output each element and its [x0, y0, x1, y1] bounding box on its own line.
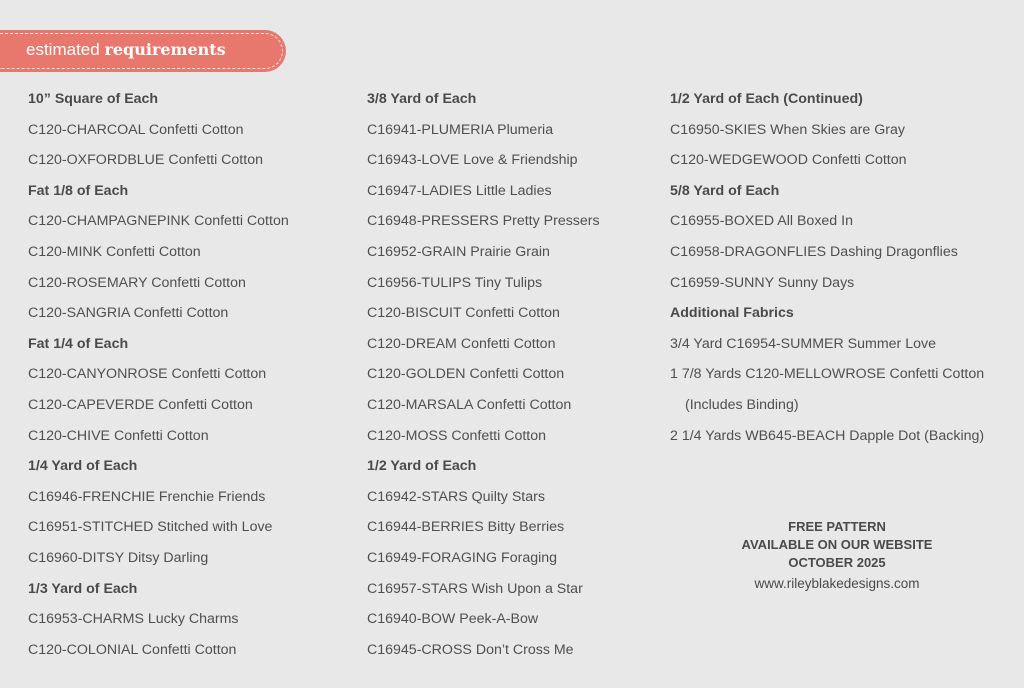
fabric-item: C120-OXFORDBLUE Confetti Cotton — [28, 152, 263, 169]
section-heading: Fat 1/8 of Each — [28, 182, 129, 199]
fabric-item: C120-CAPEVERDE Confetti Cotton — [28, 396, 253, 413]
fabric-item: C16958-DRAGONFLIES Dashing Dragonflies — [670, 243, 958, 260]
fabric-item: C16957-STARS Wish Upon a Star — [367, 580, 583, 597]
fabric-item: (Includes Binding) — [685, 396, 799, 413]
fabric-item: 3/4 Yard C16954-SUMMER Summer Love — [670, 335, 936, 352]
section-heading: Additional Fabrics — [670, 305, 794, 322]
fabric-item: C16944-BERRIES Bitty Berries — [367, 519, 565, 536]
fabric-item: C120-WEDGEWOOD Confetti Cotton — [670, 152, 907, 169]
fabric-item: C16943-LOVE Love & Friendship — [367, 152, 578, 169]
banner-title — [26, 40, 226, 60]
fabric-item: C16960-DITSY Ditsy Darling — [28, 549, 209, 566]
fabric-item: 2 1/4 Yards WB645-BEACH Dapple Dot (Backing) — [670, 427, 985, 444]
fabric-item: C120-BISCUIT Confetti Cotton — [367, 305, 560, 322]
section-heading: 1/2 Yard of Each — [367, 458, 477, 475]
fabric-item: C16953-CHARMS Lucky Charms — [28, 611, 239, 628]
section-heading: 10” Square of Each — [28, 91, 159, 107]
free-pattern-line-3: OCTOBER 2025 — [788, 555, 886, 570]
fabric-item: C120-COLONIAL Confetti Cotton — [28, 641, 237, 658]
fabric-item: C120-SANGRIA Confetti Cotton — [28, 305, 229, 322]
free-pattern-line-2: AVAILABLE ON OUR WEBSITE — [741, 537, 933, 552]
fabric-item: C16956-TULIPS Tiny Tulips — [367, 274, 543, 291]
free-pattern-notice — [688, 518, 986, 572]
section-heading: 3/8 Yard of Each — [367, 91, 477, 107]
fabric-item: C16952-GRAIN Prairie Grain — [367, 243, 550, 260]
requirements-column-3 — [670, 84, 984, 451]
fabric-item: C16942-STARS Quilty Stars — [367, 488, 545, 505]
section-heading: 5/8 Yard of Each — [670, 182, 780, 199]
fabric-item: C16940-BOW Peek-A-Bow — [367, 611, 539, 628]
website-link[interactable]: www.rileyblakedesigns.com — [754, 576, 920, 591]
fabric-item: C16946-FRENCHIE Frenchie Friends — [28, 488, 266, 505]
fabric-item: C120-CHARCOAL Confetti Cotton — [28, 121, 244, 138]
fabric-item: C120-MARSALA Confetti Cotton — [367, 396, 572, 413]
fabric-item: C16950-SKIES When Skies are Gray — [670, 121, 905, 138]
free-pattern-line-1: FREE PATTERN — [788, 519, 886, 534]
fabric-item: C16947-LADIES Little Ladies — [367, 182, 552, 199]
fabric-item: C16948-PRESSERS Pretty Pressers — [367, 213, 600, 230]
fabric-item: C120-MOSS Confetti Cotton — [367, 427, 546, 444]
fabric-item: C120-DREAM Confetti Cotton — [367, 335, 556, 352]
fabric-item: C120-GOLDEN Confetti Cotton — [367, 366, 565, 383]
section-heading: 1/4 Yard of Each — [28, 458, 138, 475]
fabric-item: 1 7/8 Yards C120-MELLOWROSE Confetti Cotton — [670, 366, 985, 383]
requirements-column-2 — [367, 84, 600, 665]
fabric-item: C16955-BOXED All Boxed In — [670, 213, 853, 230]
section-heading: Fat 1/4 of Each — [28, 335, 129, 352]
fabric-item: C16949-FORAGING Foraging — [367, 549, 558, 566]
fabric-item: C16959-SUNNY Sunny Days — [670, 274, 855, 291]
fabric-item: C120-MINK Confetti Cotton — [28, 243, 201, 260]
fabric-item: C120-CANYONROSE Confetti Cotton — [28, 366, 267, 383]
fabric-item: C16945-CROSS Don’t Cross Me — [367, 641, 574, 658]
fabric-item: C16951-STITCHED Stitched with Love — [28, 519, 273, 536]
section-heading: 1/2 Yard of Each (Continued) — [670, 91, 863, 107]
fabric-item: C120-ROSEMARY Confetti Cotton — [28, 274, 246, 291]
requirements-column-1 — [28, 84, 289, 665]
fabric-item: C16941-PLUMERIA Plumeria — [367, 121, 554, 138]
banner-title-bold: requirements — [104, 40, 226, 59]
fabric-item: C120-CHAMPAGNEPINK Confetti Cotton — [28, 213, 289, 230]
banner-title-light: estimated — [26, 40, 105, 59]
section-heading: 1/3 Yard of Each — [28, 580, 138, 597]
fabric-item: C120-CHIVE Confetti Cotton — [28, 427, 209, 444]
section-banner — [0, 30, 286, 72]
